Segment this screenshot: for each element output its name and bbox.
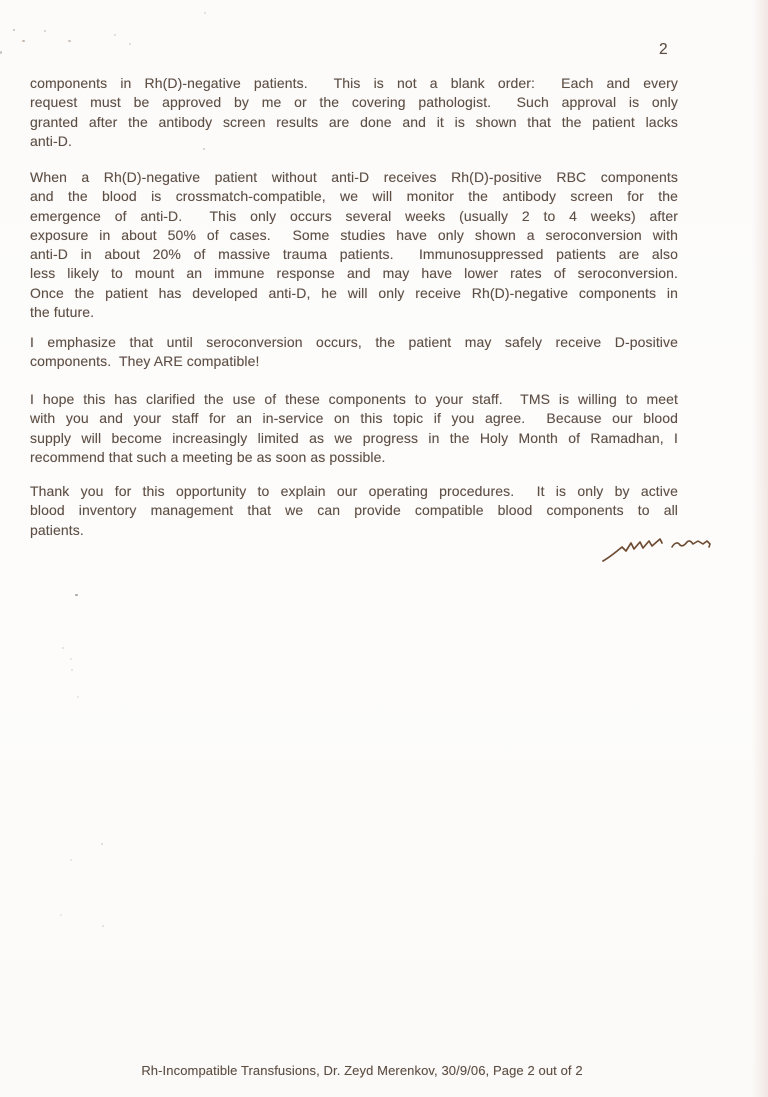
text-line: When a Rh(D)-negative patient without anti-D receives Rh(D)-positive RBC components [30, 169, 678, 185]
text-line: Thank you for this opportunity to explain our operating procedures. It is only by active [30, 483, 678, 499]
paragraph-seroconversion-monitoring [30, 168, 678, 322]
text-line: exposure in about 50% of cases. Some studies have only shown a seroconversion with [30, 226, 678, 243]
footer-document-reference: Rh-Incompatible Transfusions, Dr. Zeyd Merenkov, 30/9/06, Page 2 out of 2 [141, 1063, 583, 1078]
scan-speck [13, 29, 15, 31]
scan-speck [129, 43, 131, 45]
paragraph-inservice-offer [30, 390, 678, 467]
page-number: 2 [659, 41, 668, 58]
text-line: with you and your staff for an in-service on this topic if you agree. Because our blood [30, 410, 678, 427]
text-line: emergence of anti-D. This only occurs several weeks (usually 2 to 4 weeks) after [30, 207, 678, 224]
paragraph-approval-policy [30, 74, 678, 151]
scan-speck [68, 40, 71, 42]
scan-speck [0, 51, 2, 54]
text-line: components in Rh(D)-negative patients. This is not a blank order: Each and every [30, 75, 678, 91]
scan-speck [77, 696, 79, 698]
signature-scribble [598, 534, 720, 566]
scan-edge-shadow [752, 0, 768, 1097]
text-line: less likely to mount an immune response and may have lower rates of seroconversion. [30, 265, 678, 282]
scan-speck [75, 594, 78, 596]
text-line: patients. [30, 521, 84, 538]
scan-speck [102, 925, 104, 927]
scan-speck [70, 859, 72, 861]
text-line: granted after the antibody screen results are done and it is shown that the patient lacks [30, 113, 678, 130]
text-line: blood inventory management that we can provide compatible blood components to all [30, 502, 678, 519]
text-line: anti-D. [30, 132, 72, 149]
scan-speck [101, 843, 103, 845]
paragraph-emphasis-compatible [30, 333, 678, 372]
scan-speck [204, 12, 206, 14]
text-line: and the blood is crossmatch-compatible, we will monitor the antibody screen for the [30, 188, 678, 205]
scan-speck [60, 914, 62, 916]
text-line: the future. [30, 304, 95, 321]
scan-speck [62, 647, 64, 649]
paragraph-thank-you [30, 482, 678, 540]
scan-speck [114, 34, 116, 36]
text-line: recommend that such a meeting be as soon as possible. [30, 448, 386, 465]
scan-speck [70, 658, 72, 660]
scan-speck [22, 40, 25, 42]
scan-speck [71, 669, 73, 671]
scan-speck [44, 30, 46, 32]
text-line: I hope this has clarified the use of these components to your staff. TMS is willing to meet [30, 391, 678, 407]
text-line: components. They ARE compatible! [30, 353, 260, 370]
text-line: supply will become increasingly limited as we progress in the Holy Month of Ramadhan, I [30, 429, 678, 446]
text-line: request must be approved by me or the covering pathologist. Such approval is only [30, 94, 678, 111]
text-line: anti-D in about 20% of massive trauma patients. Immunosuppressed patients are also [30, 246, 678, 263]
text-line: I emphasize that until seroconversion occurs, the patient may safely receive D-positive [30, 334, 678, 350]
text-line: Once the patient has developed anti-D, he will only receive Rh(D)-negative components in [30, 284, 678, 301]
